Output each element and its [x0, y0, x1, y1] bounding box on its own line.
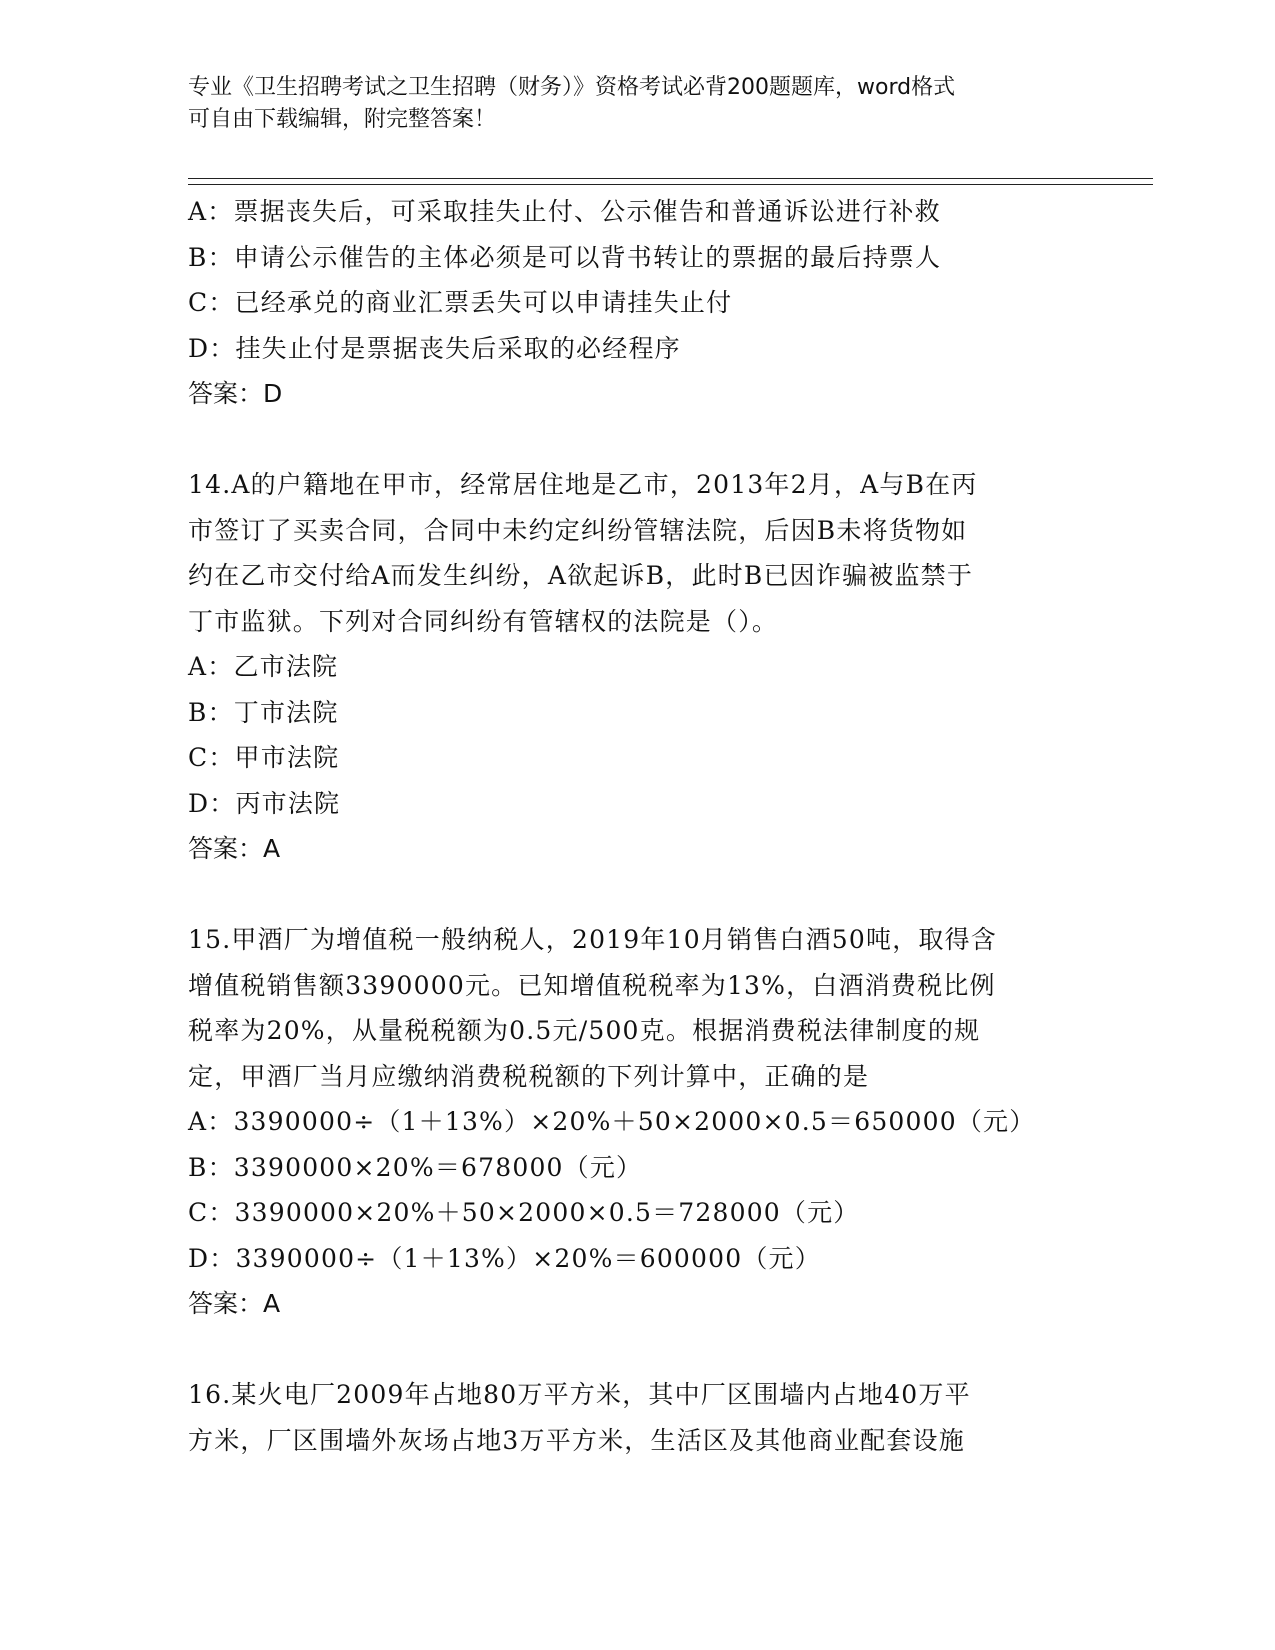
- question-stem-line: 定，甲酒厂当月应缴纳消费税税额的下列计算中，正确的是: [188, 1061, 870, 1091]
- header-line-1: 专业《卫生招聘考试之卫生招聘（财务）》资格考试必背200题题库，word格式: [188, 75, 956, 100]
- option-b: B：3390000×20%＝678000（元）: [188, 1152, 643, 1182]
- question-list: [188, 189, 1088, 1463]
- answer-line: 答案：A: [188, 1289, 281, 1318]
- question-stem-line: 约在乙市交付给A而发生纠纷，A欲起诉B，此时B已因诈骗被监禁于: [188, 561, 974, 590]
- option-b: B：申请公示催告的主体必须是可以背书转让的票据的最后持票人: [188, 242, 942, 272]
- question-stem-line: 15.甲酒厂为增值税一般纳税人，2019年10月销售白酒50吨，取得含: [188, 925, 998, 954]
- question-15: [188, 917, 1088, 1327]
- question-spacer: [188, 417, 1088, 463]
- option-d: D：3390000÷（1＋13%）×20%＝600000（元）: [188, 1243, 821, 1273]
- option-a: A：乙市法院: [188, 652, 339, 681]
- question-spacer: [188, 1327, 1088, 1373]
- question-stem-line: 方米，厂区围墙外灰场占地3万平方米，生活区及其他商业配套设施: [188, 1425, 965, 1455]
- option-c: C：3390000×20%＋50×2000×0.5＝728000（元）: [188, 1198, 860, 1227]
- question-stem-line: 14.A的户籍地在甲市，经常居住地是乙市，2013年2月，A与B在丙: [188, 470, 978, 499]
- question-16: [188, 1372, 1088, 1463]
- option-a: A：票据丧失后，可采取挂失止付、公示催告和普通诉讼进行补救: [188, 197, 941, 226]
- option-d: D：丙市法院: [188, 788, 341, 818]
- question-stem-line: 丁市监狱。下列对合同纠纷有管辖权的法院是（）。: [188, 606, 779, 636]
- question-stem-line: 税率为20%，从量税税额为0.5元/500克。根据消费税法律制度的规: [188, 1016, 981, 1045]
- question-stem-line: 16.某火电厂2009年占地80万平方米，其中厂区围墙内占地40万平: [188, 1380, 971, 1409]
- answer-line: 答案：D: [188, 379, 283, 408]
- document-header: [188, 72, 1088, 136]
- question-stem-line: 市签订了买卖合同，合同中未约定纠纷管辖法院，后因B未将货物如: [188, 515, 968, 545]
- option-c: C：甲市法院: [188, 743, 340, 772]
- header-line-2: 可自由下载编辑，附完整答案！: [188, 107, 497, 132]
- question-14: [188, 462, 1088, 872]
- question-stem-line: 增值税销售额3390000元。已知增值税税率为13%，白酒消费税比例: [188, 970, 996, 1000]
- option-b: B：丁市法院: [188, 697, 339, 727]
- question-spacer: [188, 872, 1088, 918]
- question-13: [188, 189, 1088, 417]
- answer-line: 答案：A: [188, 834, 281, 863]
- header-divider: [188, 178, 1153, 185]
- option-c: C：已经承兑的商业汇票丢失可以申请挂失止付: [188, 288, 733, 317]
- option-d: D：挂失止付是票据丧失后采取的必经程序: [188, 333, 681, 363]
- option-a: A：3390000÷（1＋13%）×20%＋50×2000×0.5＝650000（元）: [188, 1107, 1036, 1136]
